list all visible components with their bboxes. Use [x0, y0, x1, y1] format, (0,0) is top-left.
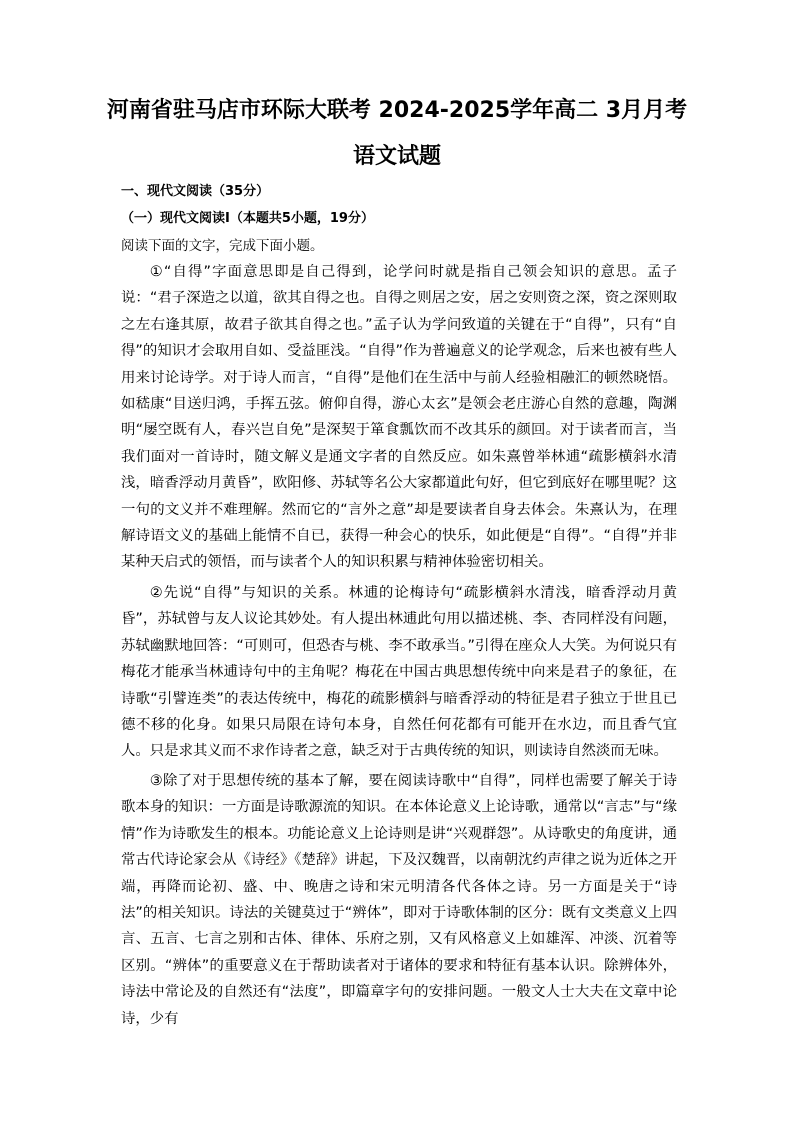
- paragraph-2: [121, 580, 677, 765]
- paragraph-3-text: ③除了对于思想传统的基本了解，要在阅读诗歌中“自得”，同样也需要了解关于诗歌本身的知识：一方面是诗歌源流的知识。在本体论意义上论诗歌，通常以“言志”与“缘情”作为诗歌发生的根本。功能论意义上论诗则是讲“兴观群怨”。从诗歌史的角度讲，通常古代诗论家会从《诗经》《楚辞》讲起，下及汉魏晋，以南朝沈约声律之说为近体之开端，再降而论初、盛、中、晚唐之诗和宋元明清各代各体之诗。另一方面是关于“诗法”的相关知识。诗法的关键莫过于“辨体”，即对于诗歌体制的区分：既有文类意义上四言、五言、七言之别和古体、律体、乐府之别，又有风格意义上如雄浑、冲淡、沉着等区别。“辨体”的重要意义在于帮助读者对于诸体的要求和特征有基本认识。除辨体外，诗法中常论及的自然还有“法度”，即篇章字句的安排问题。一般文人士大夫在文章中论诗，少有: [121, 773, 677, 1027]
- reading-instruction: 阅读下面的文字，完成下面小题。: [121, 238, 324, 254]
- paragraph-1: [121, 259, 677, 576]
- exam-title: 河南省驻马店市环际大联考 2024-2025学年高二 3月月考: [106, 98, 688, 123]
- section-heading: 一、现代文阅读（35分）: [121, 184, 270, 199]
- exam-subtitle: 语文试题: [352, 144, 441, 169]
- subsection-heading: （一）现代文阅读Ⅰ（本题共5小题，19分）: [121, 211, 374, 226]
- paragraph-1-text: ①“自得”字面意思即是自己得到，论学问时就是指自己领会知识的意思。孟子说：“君子深造之以道，欲其自得之也。自得之则居之安，居之安则资之深，资之深则取之左右逢其原，故君子欲其自得之也。”孟子认为学问致道的关键在于“自得”，只有“自得”的知识才会取用自如、受益匪浅。“自得”作为普遍意义的论学观念，后来也被有些人用来讨论诗学。对于诗人而言，“自得”是他们在生活中与前人经验相融汇的顿然晓悟。如嵇康“目送归鸿，手挥五弦。俯仰自得，游心太玄”是领会老庄游心自然的意趣，陶渊明“屡空既有人，春兴岂自免”是深契于箪食瓢饮而不改其乐的颜回。对于读者而言，当我们面对一首诗时，随文解义是通文字者的自然反应。如朱熹曾举林逋“疏影横斜水清浅，暗香浮动月黄昏”，欧阳修、苏轼等名公大家都道此句好，但它到底好在哪里呢？这一句的文义并不难理解。然而它的“言外之意”却是要读者自身去体会。朱熹认为，在理解诗语文义的基础上能情不自已，获得一种会心的快乐，如此便是“自得”。“自得”并非某种天启式的领悟，而与读者个人的知识积累与精神体验密切相关。: [121, 264, 677, 571]
- paragraph-2-text: ②先说“自得”与知识的关系。林逋的论梅诗句“疏影横斜水清浅，暗香浮动月黄昏”，苏轼曾与友人议论其妙处。有人提出林逋此句用以描述桃、李、杏同样没有问题，苏轼幽默地回答：“可则可，但恐杏与桃、李不敢承当。”引得在座众人大笑。为何说只有梅花才能承当林逋诗句中的主角呢？梅花在中国古典思想传统中向来是君子的象征，在诗歌“引譬连类”的表达传统中，梅花的疏影横斜与暗香浮动的特征是君子独立于世且已德不移的化身。如果只局限在诗句本身，自然任何花都有可能开在水边，而且香气宜人。只是求其义而不求作诗者之意，缺乏对于古典传统的知识，则读诗自然淡而无味。: [121, 585, 677, 760]
- paragraph-3: [121, 768, 677, 1032]
